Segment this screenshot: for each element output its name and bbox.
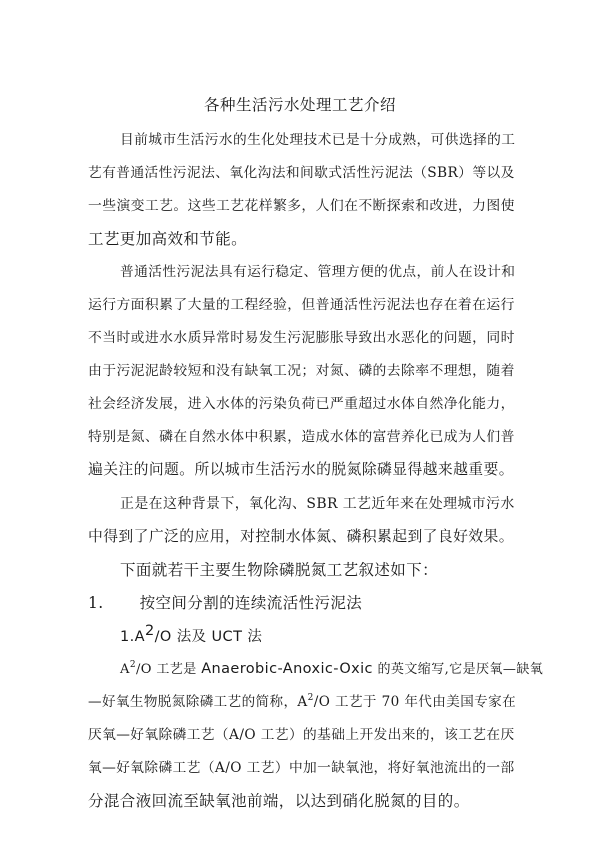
page-title: 各种生活污水处理工艺介绍 <box>203 96 396 114</box>
paragraph-3-line: 正是在这种背景下，氧化沟、SBR 工艺近年来在处理城市污水 <box>120 496 515 512</box>
paragraph-5-line: $A^2/O$ 工艺是 Anaerobic-Anoxic-Oxic 的英文缩写,它是厌氧—缺氧 <box>120 660 544 677</box>
paragraph-4-line: 下面就若干主要生物除磷脱氮工艺叙述如下： <box>120 561 439 579</box>
paragraph-2-line: 社会经济发展，进入水体的污染负荷已严重超过水体自然净化能力， <box>88 396 515 412</box>
paragraph-1-line: 工艺更加高效和节能。 <box>88 230 248 248</box>
paragraph-1-line: 一些演变工艺。这些工艺花样繁多，人们在不断探索和改进，力图使 <box>88 198 515 214</box>
paragraph-1-line: 目前城市生活污水的生化处理技术已是十分成熟，可供选择的工 <box>120 132 516 148</box>
paragraph-5-line: —好氧生物脱氮除磷工艺的简称，$A^2/O$ 工艺于 70 年代由美国专家在 <box>88 693 517 710</box>
paragraph-2-line: 特别是氮、磷在自然水体中积累，造成水体的富营养化已成为人们普 <box>88 429 515 445</box>
paragraph-2-line: 普通活性污泥法具有运行稳定、管理方便的优点，前人在设计和 <box>120 264 516 280</box>
paragraph-3-line: 中得到了广泛的应用，对控制水体氮、磷积累起到了良好效果。 <box>88 528 514 545</box>
paragraph-2-line: 运行方面积累了大量的工程经验，但普通活性污泥法也存在着在运行 <box>88 297 515 313</box>
paragraph-2-line: 由于污泥泥龄较短和没有缺氧工况；对氮、磷的去除率不理想，随着 <box>88 363 515 379</box>
section-number: 1. <box>88 594 104 612</box>
paragraph-5-line: 分混合液回流至缺氧池前端，以达到硝化脱氮的目的。 <box>88 792 470 810</box>
section-title: 按空间分割的连续流活性污泥法 <box>139 594 363 612</box>
paragraph-2-line: 遍关注的问题。所以城市生活污水的脱氮除磷显得越来越重要。 <box>88 461 514 478</box>
paragraph-5-line: 氧—好氧除磷工艺（A/O 工艺）中加一缺氧池，将好氧池流出的一部 <box>88 760 515 776</box>
paragraph-5-line: 厌氧—好氧除磷工艺（A/O 工艺）的基础上开发出来的，该工艺在厌 <box>88 727 515 743</box>
section-heading <box>88 593 528 613</box>
paragraph-2-line: 不当时或进水水质异常时易发生污泥膨胀导致出水恶化的问题，同时 <box>88 330 515 346</box>
subsection-heading: $1.A^2/O$ 法及 UCT 法 <box>120 623 263 645</box>
paragraph-1-line: 艺有普通活性污泥法、氧化沟法和间歇式活性污泥法（SBR）等以及 <box>88 165 515 181</box>
